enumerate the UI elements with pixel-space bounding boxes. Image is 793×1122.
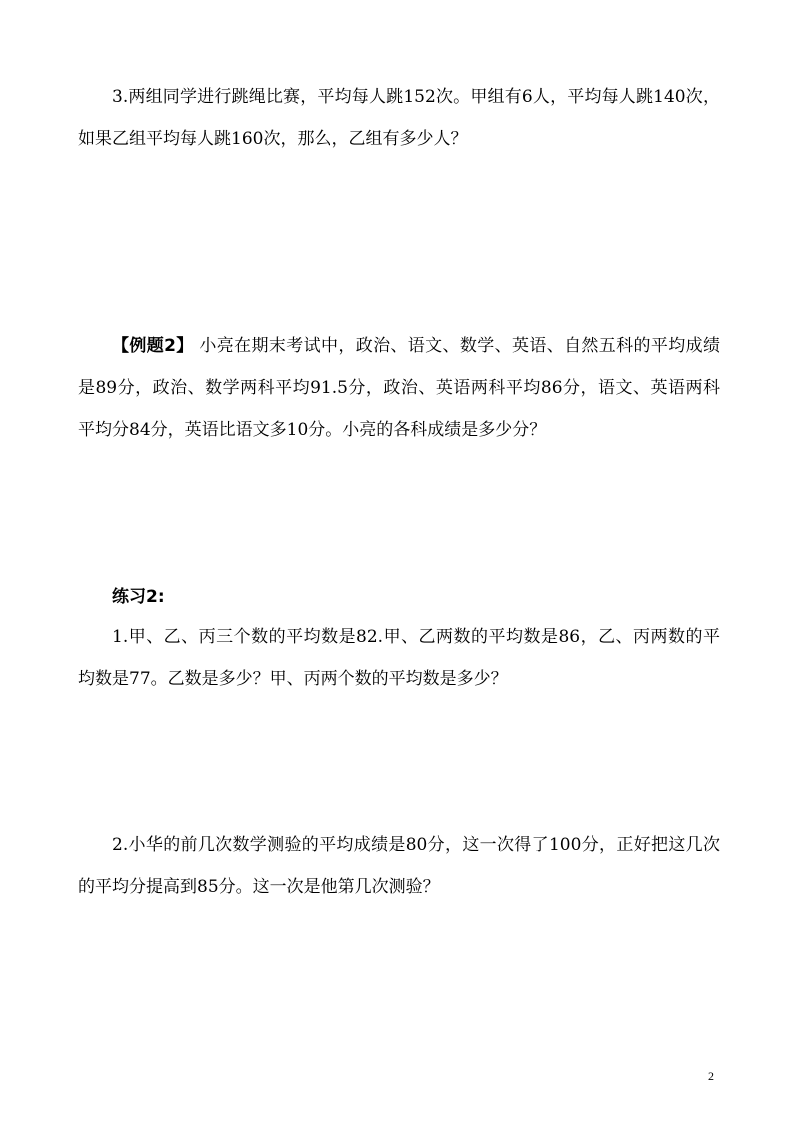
practice-2-heading: 练习2: xyxy=(112,587,165,607)
practice-2-problem-1 xyxy=(78,616,720,700)
practice-2-problem-2-text: 2.小华的前几次数学测验的平均成绩是80分，这一次得了100分，正好把这几次的平均分提高到85分。这一次是他第几次测验？ xyxy=(78,835,720,897)
example-2-text: 小亮在期末考试中，政治、语文、数学、英语、自然五科的平均成绩是89分，政治、数学两科平均91.5分，政治、英语两科平均86分，语文、英语两科平均分84分，英语比语文多10分。小亮的各科成绩是多少分？ xyxy=(78,336,720,440)
problem-3-text: 3.两组同学进行跳绳比赛，平均每人跳152次。甲组有6人，平均每人跳140次，如果乙组平均每人跳160次，那么，乙组有多少人？ xyxy=(78,87,720,149)
example-2 xyxy=(78,325,720,451)
problem-3 xyxy=(78,76,720,160)
example-2-label: 【例题2】 xyxy=(112,336,194,356)
page-number: 2 xyxy=(708,1069,714,1083)
practice-2-problem-2 xyxy=(78,824,720,908)
practice-2-problem-1-text: 1.甲、乙、丙三个数的平均数是82.甲、乙两数的平均数是86，乙、丙两数的平均数是77。乙数是多少？甲、丙两个数的平均数是多少？ xyxy=(78,627,720,689)
